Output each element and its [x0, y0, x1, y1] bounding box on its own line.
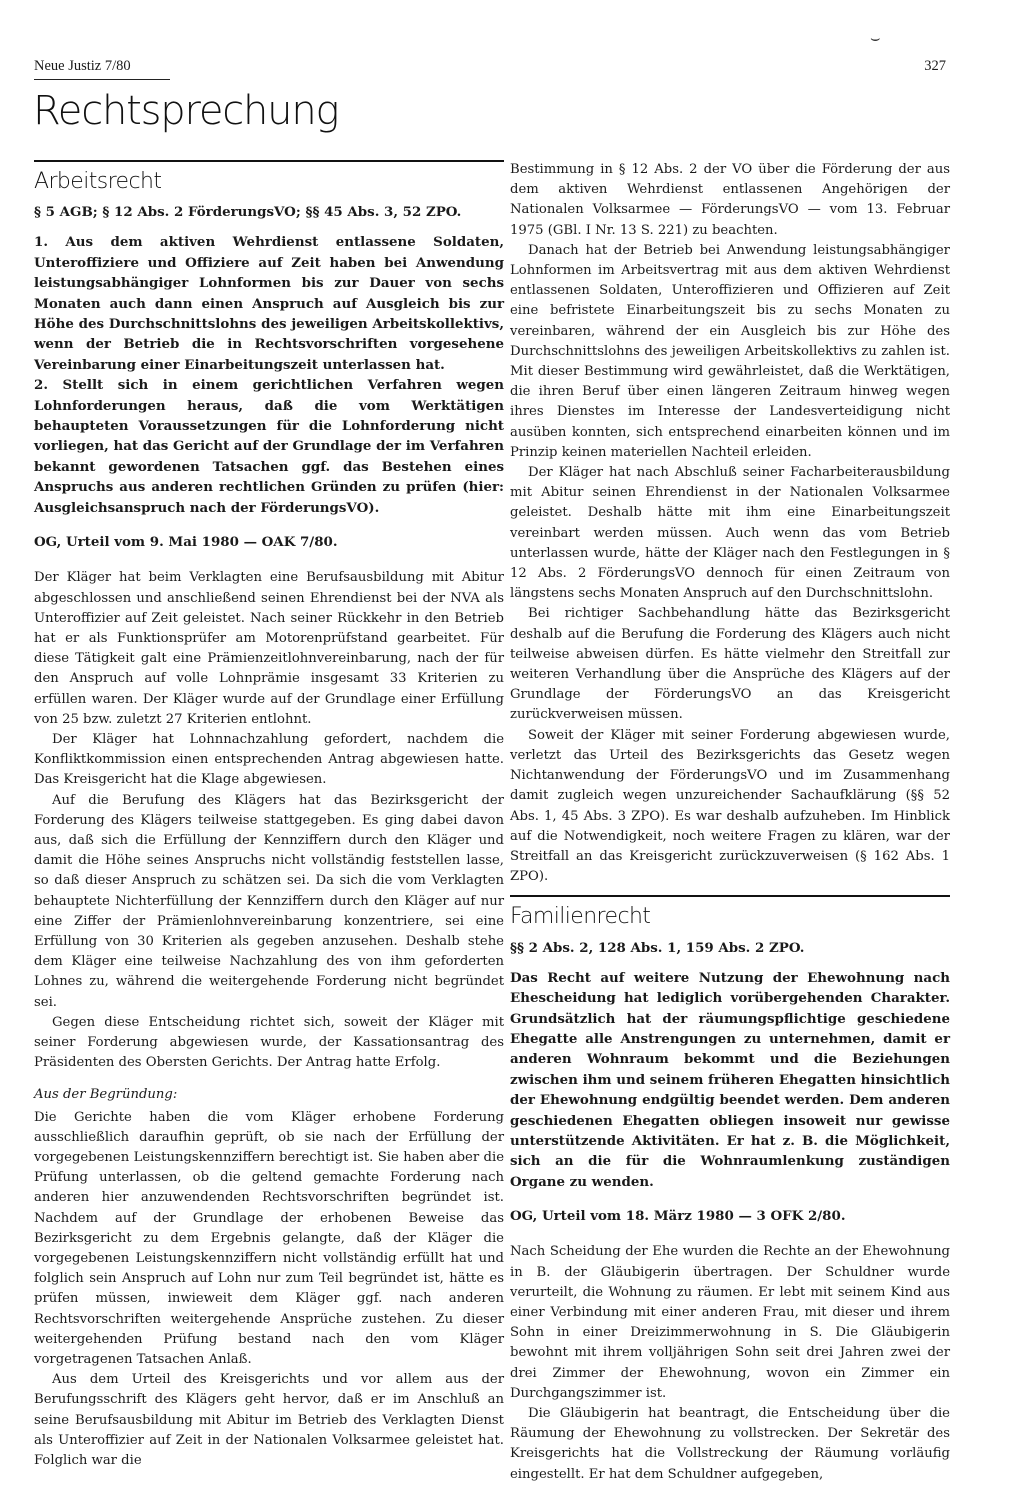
headnote-2: 2. Stellt sich in einem gerichtlichen Verfahren wegen Lohnforderungen heraus, daß die vom Werktätigen behaupteten Voraussetzungen für die Lohnforderung nicht vorliegen, hat das Gericht auf der Grundlage der im Verfahren bekannt gewordenen Tatsachen ggf. das Bestehen eines Anspruchs aus anderen rechtlichen Gründen zu prüfen (hier: Ausgleichsanspruch nach der FörderungsVO). — [34, 377, 504, 516]
reasoning-label: Aus der Begründung: — [34, 1087, 178, 1103]
body-paragraph: Gegen diese Entscheidung richtet sich, soweit der Kläger mit seiner Forderung abgewiesen wurde, der Kassationsantrag des Präsidenten des Obersten Gerichts. Der Antrag hatte Erfolg. — [34, 1014, 504, 1071]
header-underline — [34, 79, 170, 80]
running-head — [34, 58, 946, 80]
headnote-1: 1. Aus dem aktiven Wehrdienst entlassene Soldaten, Unteroffiziere und Offiziere auf Zeit haben bei Anwendung leistungsabhängiger Lohnformen bis zur Dauer von sechs Monaten auch dann einen Anspruch auf Ausgleich bis zur Höhe des Durchschnittslohns des jeweiligen Arbeitskollektivs, wenn der Betrieb die in Rechtsvorschriften vorgesehene Vereinbarung einer Einarbeitungszeit unterlassen hat. — [34, 234, 504, 373]
section-rule — [34, 160, 504, 162]
body-paragraph: Bestimmung in § 12 Abs. 2 der VO über die Förderung der aus dem aktiven Wehrdienst entlassenen Angehörigen der Nationalen Volksarmee — FörderungsVO — vom 13. Februar 1975 (GBl. I Nr. 13 S. 221) zu beachten. — [510, 162, 950, 238]
body-paragraph: Soweit der Kläger mit seiner Forderung abgewiesen wurde, verletzt das Urteil des Bezirksgerichts das Gesetz wegen Nichtanwendung der FörderungsVO und im Zusammenhang damit zugleich wegen unzureichender Sachaufklärung (§§ 52 Abs. 1, 45 Abs. 3 ZPO). Es war deshalb aufzuheben. Im Hinblick auf die Notwendigkeit, noch weitere Fragen zu klären, war der Streitfall an das Kreisgericht zurückzuverweisen (§ 162 Abs. 1 ZPO). — [510, 727, 950, 885]
headnote: Das Recht auf weitere Nutzung der Ehewohnung nach Ehescheidung hat lediglich vorübergehenden Charakter. Grundsätzlich hat der räumungspflichtige geschiedene Ehegatte alle Anstrengungen zu unternehmen, damit er anderen Wohnraum bekommt und die Beziehungen zwischen ihm und seinem früheren Ehegatten hinsichtlich der Ehewohnung endgültig beendet werden. Dem anderen geschiedenen Ehegatten obliegen insoweit nur gewisse unterstützende Aktivitäten. Er hat z. B. die Möglichkeit, sich an die für die Wohnraumlenkung zuständigen Organe zu wenden. — [510, 969, 950, 1190]
journal-issue: Neue Justiz 7/80 — [34, 58, 131, 74]
body-paragraph: Die Gläubigerin hat beantragt, die Entscheidung über die Räumung der Ehewohnung zu vollstrecken. Der Sekretär des Kreisgerichts hat die Vollstreckung der Räumung vorläufig eingestellt. Er hat dem Schuldner aufgegeben, — [510, 1406, 950, 1482]
subsection-title-familienrecht: Familienrecht — [510, 904, 651, 930]
body-paragraph: Der Kläger hat Lohnnachzahlung gefordert, nachdem die Konfliktkommission einen entsprechenden Antrag abgewiesen hatte. Das Kreisgericht hat die Klage abgewiesen. — [34, 731, 504, 788]
margin-mark: ⌣ — [870, 28, 881, 47]
norm-reference: §§ 2 Abs. 2, 128 Abs. 1, 159 Abs. 2 ZPO. — [510, 939, 805, 956]
norm-reference: § 5 AGB; § 12 Abs. 2 FörderungsVO; §§ 45 Abs. 3, 52 ZPO. — [34, 204, 462, 221]
right-column — [510, 160, 950, 1485]
page-number: 327 — [924, 58, 946, 74]
body-paragraph: Nach Scheidung der Ehe wurden die Rechte an der Ehewohnung in B. der Gläubigerin übertragen. Der Schuldner wurde verurteilt, die Wohnung zu räumen. Er lebt mit seinem Kind aus einer Verbindung mit einer anderen Frau, mit dieser und ihrem Sohn in einer Dreizimmerwohnung in S. Die Gläubigerin bewohnt mit ihrem volljährigen Sohn seit drei Jahren zwei der drei Zimmer der Ehewohnung, wovon ein Zimmer ein Durchgangszimmer ist. — [510, 1244, 950, 1401]
subsection-title-arbeitsrecht: Arbeitsrecht — [34, 169, 162, 194]
body-paragraph: Auf die Berufung des Klägers hat das Bezirksgericht der Forderung des Klägers teilweise stattgegeben. Es ging dabei davon aus, daß sich die Erfüllung der Kennziffern durch den Kläger und damit die Höhe seines Anspruchs nicht vollständig feststellen lasse, so daß dieser Anspruch zu schätzen sei. Da sich die vom Verklagten behauptete Nichterfüllung der Kennziffern durch den Kläger auf nur eine Ziffer der Prämienlohnvereinbarung konzentriere, sei eine Erfüllung von 30 Kriterien als gegeben anzusehen. Deshalb stehe dem Kläger eine teilweise Nachzahlung des von ihm geforderten Lohnes zu, während die weitergehende Forderung nicht begründet sei. — [34, 792, 504, 1010]
section-title: Rechtsprechung — [33, 88, 339, 134]
body-paragraph: Aus dem Urteil des Kreisgerichts und vor allem aus der Berufungsschrift des Klägers geht hervor, daß er im Anschluß an seine Berufsausbildung mit Abitur im Betrieb des Verklagten Dienst als Unteroffizier auf Zeit in der Nationalen Volksarmee geleistet hat. Folglich war die — [34, 1372, 504, 1469]
body-paragraph: Die Gerichte haben die vom Kläger erhobene Forderung ausschließlich daraufhin geprüft, ob sie nach der Erfüllung der vorgegebenen Leistungskennziffern berechtigt ist. Sie haben aber die Prüfung unterlassen, ob die geltend gemachte Forderung nach anderen hier anzuwendenden Rechtsvorschriften begründet ist. Nachdem auf der Grundlage der erhobenen Beweise das Bezirksgericht zu dem Ergebnis gelangte, daß der Kläger die vorgegebenen Leistungskennziffern nicht vollständig erfüllt hat und folglich sein Anspruch auf Lohn nur zum Teil begründet ist, hätte es prüfen müssen, inwieweit dem Kläger ggf. nach anderen Rechtsvorschriften weitergehende Ansprüche zustehen. Zu dieser weitergehenden Prüfung bestand nach den vom Kläger vorgetragenen Tatsachen Anlaß. — [34, 1109, 504, 1368]
section-rule — [510, 895, 950, 897]
body-paragraph: Danach hat der Betrieb bei Anwendung leistungsabhängiger Lohnformen im Arbeitsvertrag mit aus dem aktiven Wehrdienst entlassenen Soldaten, Unteroffizieren und Offizieren auf Zeit eine befristete Einarbeitungszeit bis zu sechs Monaten zu vereinbaren, während der ein Ausgleich bis zur Höhe des Durchschnittslohns des jeweiligen Arbeitskollektivs zu zahlen ist. Mit dieser Bestimmung wird gewährleistet, daß die Werktätigen, die ihren Beruf über einen längeren Zeitraum hinweg wegen ihres Dienstes im Interesse der Landesverteidigung nicht ausüben konnten, sich entsprechend einarbeiten können und im Prinzip keinen materiellen Nachteil erleiden. — [510, 242, 950, 460]
body-paragraph: Der Kläger hat nach Abschluß seiner Facharbeiterausbildung mit Abitur seinen Ehrendienst in der Nationalen Volksarmee geleistet. Deshalb hätte mit ihm eine Einarbeitungszeit vereinbart werden müssen. Auch wenn das vom Betrieb unterlassen wurde, hätte der Kläger nach den Festlegungen in § 12 Abs. 2 FörderungsVO dennoch für einen Zeitraum von längstens sechs Monaten Anspruch auf den Durchschnittslohn. — [510, 465, 950, 602]
body-paragraph: Bei richtiger Sachbehandlung hätte das Bezirksgericht deshalb auf die Berufung die Forderung des Klägers auch nicht teilweise abweisen dürfen. Es hätte vielmehr den Streitfall zur weiteren Verhandlung über die Ansprüche des Klägers auf der Grundlage der FörderungsVO an das Kreisgericht zurückverweisen müssen. — [510, 606, 950, 723]
decision-citation: OG, Urteil vom 18. März 1980 — 3 OFK 2/80. — [510, 1208, 846, 1225]
decision-citation: OG, Urteil vom 9. Mai 1980 — OAK 7/80. — [34, 534, 338, 551]
body-paragraph: Der Kläger hat beim Verklagten eine Berufsausbildung mit Abitur abgeschlossen und anschließend seinen Ehrendienst bei der NVA als Unteroffizier auf Zeit geleistet. Nach seiner Rückkehr in den Betrieb hat er als Funktionsprüfer am Motorenprüfstand gearbeitet. Für diese Tätigkeit galt eine Prämienzeitlohnvereinbarung, nach der für den Anspruch auf volle Lohnprämie insgesamt 33 Kriterien zu erfüllen waren. Der Kläger wurde auf der Grundlage einer Erfüllung von 25 bzw. zuletzt 27 Kriterien entlohnt. — [34, 570, 504, 727]
left-column — [34, 160, 504, 1471]
